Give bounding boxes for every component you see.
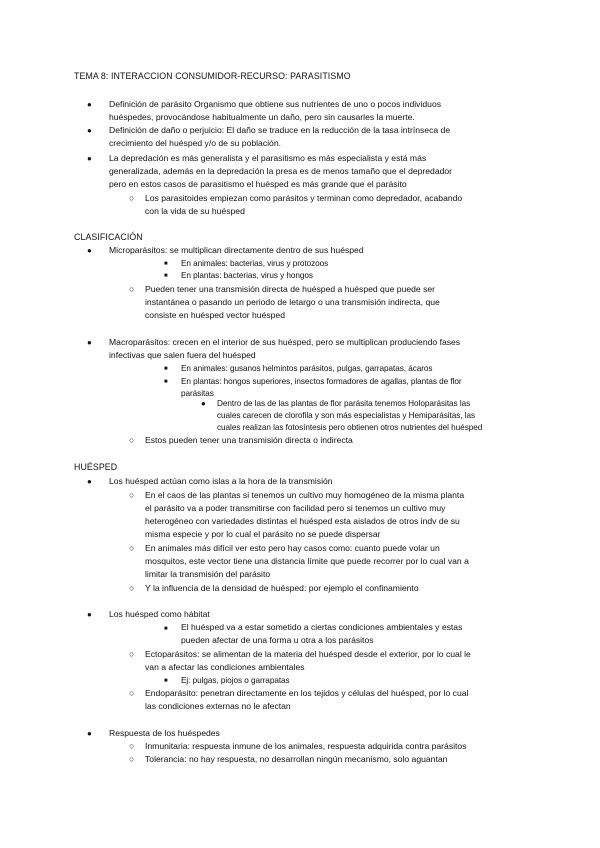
bullet-icon: ○: [129, 435, 135, 445]
bullet-icon: ■: [164, 273, 168, 279]
section-heading-huesped: HUÉSPED: [74, 462, 118, 472]
bullet-icon: ●: [87, 338, 92, 347]
intro-item3-line1: La depredación es más generalista y el parasitismo es más especialista y está más: [109, 153, 427, 163]
huesped-tolerancia: Tolerancia: no hay respuesta, no desarrollan ningún mecanismo, solo aguantan: [145, 754, 448, 764]
huesped-animales-line1: En animales más difícil ver esto pero hay casos como: cuanto puede volar un: [145, 543, 440, 553]
huesped-habitat: Los huésped como hábitat: [109, 609, 210, 619]
bullet-icon: ○: [129, 754, 135, 764]
micro-plantas: En plantas: bacterias, virus y hongos: [181, 271, 313, 280]
bullet-icon: ●: [87, 246, 92, 255]
macro-plantas-line2: parásitas: [181, 389, 214, 398]
huesped-endo-line1: Endoparásito: penetran directamente en los tejidos y células del huésped, por lo cual: [145, 688, 469, 698]
huesped-plantas-line4: misma especie y por lo cual el parásito no se puede dispersar: [145, 529, 381, 539]
huesped-habitat-sub-line2: pueden afectar de una forma u otra a los parásitos: [181, 635, 374, 645]
micro-animales: En animales: bacterias, virus y protozoos: [181, 259, 329, 268]
intro-item1-line1: Definición de parásito Organismo que obtiene sus nutrientes de uno o pocos individuos: [109, 99, 442, 109]
bullet-icon: ●: [201, 399, 206, 408]
bullet-icon: ○: [129, 490, 135, 500]
bullet-icon: ●: [87, 126, 92, 135]
huesped-plantas-line3: heterogéneo con variedades distintas el huésped esta aislados de otros indv de su: [145, 516, 460, 526]
intro-item2-line2: crecimiento del huésped y/o de su población.: [109, 138, 281, 148]
huesped-ecto-line1: Ectoparásitos: se alimentan de la materia del huésped desde el exterior, por lo cual le: [145, 649, 471, 659]
bullet-icon: ○: [129, 583, 135, 593]
bullet-icon: ●: [87, 729, 92, 738]
bullet-icon: ○: [129, 649, 135, 659]
macro-plantas-line1: En plantas: hongos superiores, insectos formadores de agallas, plantas de flor: [181, 377, 462, 386]
huesped-ecto-ejemplo: Ej: pulgas, piojos o garrapatas: [181, 676, 290, 685]
bullet-icon: ■: [164, 261, 168, 267]
bullet-icon: ■: [164, 678, 168, 684]
bullet-icon: ●: [87, 477, 92, 486]
macro-plantas-sub-line2: cuales carecen de clorofila y son más especialistas y Hemiparásitas, las: [217, 411, 476, 420]
macro-definition-line2: infectivas que salen fuera del huésped: [109, 350, 256, 360]
huesped-plantas-line1: En el caos de las plantas si tenemos un cultivo muy homogéneo de la misma planta: [145, 490, 465, 500]
bullet-icon: ○: [129, 193, 135, 203]
micro-transmision-line2: instantánea o pasando un periodo de letargo o una transmisión indirecta, que: [145, 297, 440, 307]
bullet-icon: ○: [129, 284, 135, 294]
macro-animales: En animales: gusanos helmintos parásitos, pulgas, garrapatas, ácaros: [181, 364, 433, 373]
huesped-densidad: Y la influencia de la densidad de huésped: por ejemplo el confinamiento: [145, 583, 419, 593]
bullet-icon: ■: [164, 379, 168, 385]
bullet-icon: ■: [164, 626, 168, 632]
huesped-animales-line2: mosquitos, este vector tiene una distancia límite que puede recorrer por lo cual van a: [145, 556, 469, 566]
document-title: TEMA 8: INTERACCION CONSUMIDOR-RECURSO: PARASITISMO: [74, 71, 351, 81]
intro-item3-line3: pero en estos casos de parasitismo el huésped es más grande que el parásito: [109, 179, 407, 189]
section-heading-clasificacion: CLASIFICACIÓN: [74, 232, 143, 242]
bullet-icon: ○: [129, 741, 135, 751]
bullet-icon: ○: [129, 688, 135, 698]
micro-transmision-line3: consiste en huésped vector huésped: [145, 310, 285, 320]
macro-plantas-sub-line3: cuales realizan las fotosíntesis pero obtienen otros nutrientes del huésped: [217, 423, 483, 432]
bullet-icon: ■: [164, 366, 168, 372]
huesped-respuesta: Respuesta de los huéspedes: [109, 728, 220, 738]
bullet-icon: ●: [87, 100, 92, 109]
macro-definition-line1: Macroparásitos: crecen en el interior de sus huésped, pero se multiplican produciendo fases: [109, 337, 461, 347]
huesped-islas: Los huésped actúan como islas a la hora de la transmisión: [109, 476, 333, 486]
intro-item3-line2: generalizada, además en la depredación la presa es de menos tamaño que el depredador: [109, 166, 453, 176]
huesped-plantas-line2: el parásito va a poder transmitirse con facilidad pero si tenemos un cultivo muy: [145, 503, 446, 513]
huesped-inmunitaria: Inmunitaria: respuesta inmune de los animales, respuesta adquirida contra parásitos: [145, 741, 467, 751]
intro-item3-sub-line1: Los parasitoides empiezan como parásitos y terminan como depredador, acabando: [145, 193, 463, 203]
intro-item3-sub-line2: con la vida de su huésped: [145, 206, 245, 216]
intro-item1-line2: huéspedes, provocándose habitualmente un daño, pero sin causarles la muerte.: [109, 112, 415, 122]
bullet-icon: ●: [87, 610, 92, 619]
huesped-habitat-sub-line1: El huésped va a estar sometido a ciertas condiciones ambientales y estas: [181, 622, 463, 632]
huesped-animales-line3: limitar la transmisión del parásito: [145, 569, 271, 579]
bullet-icon: ●: [87, 154, 92, 163]
huesped-endo-line2: las condiciones externas no le afectan: [145, 701, 291, 711]
macro-plantas-sub-line1: Dentro de las de las plantas de flor parásita tenemos Holoparásitas las: [217, 399, 471, 408]
macro-transmision: Estos pueden tener una transmisión directa o indirecta: [145, 435, 353, 445]
micro-definition: Microparásitos: se multiplican directamente dentro de sus huésped: [109, 245, 364, 255]
micro-transmision-line1: Pueden tener una transmisión directa de huésped a huésped que puede ser: [145, 284, 436, 294]
bullet-icon: ○: [129, 543, 135, 553]
huesped-ecto-line2: van a afectar las condiciones ambientales: [145, 662, 305, 672]
intro-item2-line1: Definición de daño o perjuicio: El daño se traduce en la reducción de la tasa intrínseca de: [109, 125, 451, 135]
